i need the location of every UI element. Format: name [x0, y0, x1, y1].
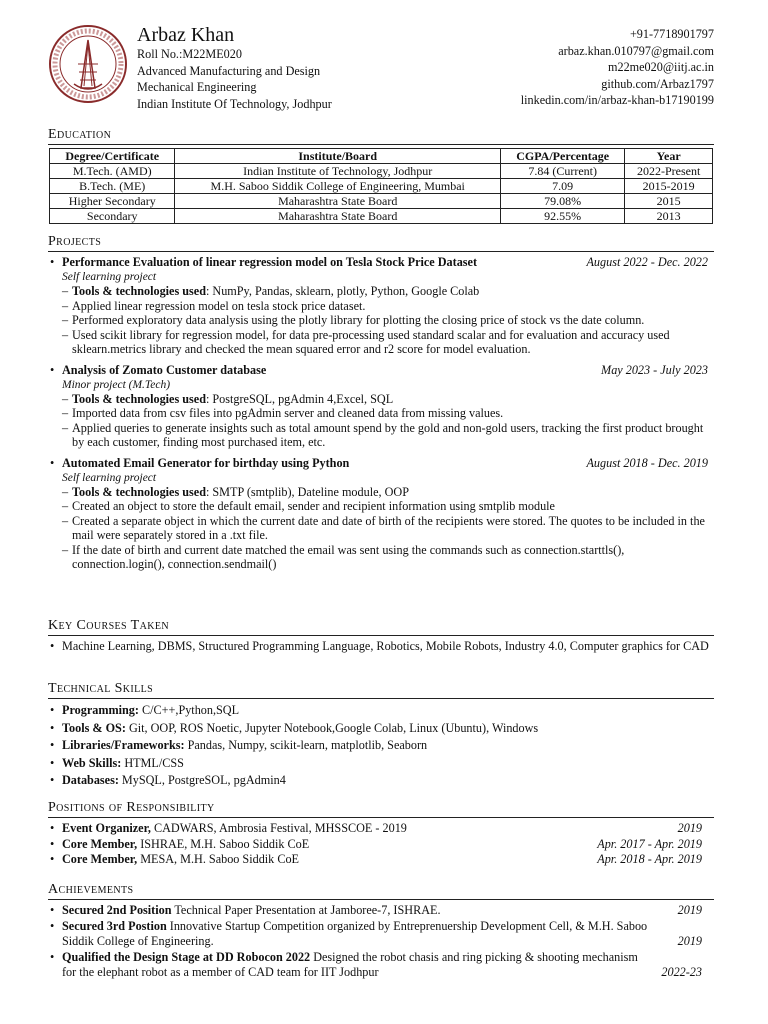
section-title: Technical Skills	[48, 681, 714, 699]
table-row	[50, 209, 713, 224]
table-row	[50, 194, 713, 209]
achievement-value: Innovative Startup Competition organized by Entreprenuership Development Cell, & M.H. Saboo Siddik College of Engineering.	[62, 919, 648, 948]
tools-list: : NumPy, Pandas, sklearn, plotly, Python, Google Colab	[205, 284, 480, 298]
achievement-label: Secured 2nd Position	[62, 903, 172, 917]
tools-list: : SMTP (smtplib), Dateline module, OOP	[205, 484, 409, 499]
table-cell: 7.84 (Current)	[500, 164, 624, 179]
project-point: – Created a separate object in which the current date and date of birth of the recipients were stored. The quotes to be included in the mail were separately stored in a .txt file.	[48, 514, 714, 543]
project-point: – Performed exploratory data analysis using the plotly library for plotting the closing price of stock vs the date column.	[48, 313, 714, 328]
project-item	[48, 456, 714, 572]
position-date: Apr. 2018 - Apr. 2019	[597, 852, 702, 866]
project-point: – Applied linear regression model on tesla stock price dataset.	[48, 299, 714, 314]
skill-value: Git, OOP, ROS Noetic, Jupyter Notebook,Google Colab, Linux (Ubuntu), Windows	[128, 720, 539, 735]
project-point: – Imported data from csv files into pgAdmin server and cleaned data from missing values.	[48, 406, 714, 421]
project-date: August 2022 - Dec. 2022	[586, 255, 708, 269]
project-title: • Performance Evaluation of linear regression model on Tesla Stock Price Dataset	[62, 255, 478, 269]
table-cell: Higher Secondary	[50, 194, 175, 209]
tools-label: Tools & technologies used	[72, 284, 206, 298]
table-cell: Indian Institute of Technology, Jodhpur	[175, 164, 501, 179]
column-header: Year	[625, 149, 713, 164]
position-label: Event Organizer,	[62, 821, 151, 835]
column-header: CGPA/Percentage	[500, 149, 624, 164]
achievement-item	[48, 919, 714, 949]
skill-item	[48, 772, 714, 790]
table-cell: B.Tech. (ME)	[50, 179, 175, 194]
position-item	[48, 837, 714, 853]
courses-section	[48, 618, 714, 654]
table-cell: M.H. Saboo Siddik College of Engineering, Mumbai	[175, 179, 501, 194]
project-type: Self learning project	[62, 471, 157, 484]
achievement-item	[48, 903, 714, 918]
achievement-date: 2019	[677, 934, 702, 948]
skill-item	[48, 755, 714, 773]
skill-value: C/C++,Python,SQL	[142, 703, 240, 717]
position-value: ISHRAE, M.H. Saboo Siddik CoE	[140, 836, 310, 851]
achievement-label: Qualified the Design Stage at DD Robocon 2022	[62, 950, 311, 964]
email-link[interactable]: arbaz.khan.010797@gmail.com	[558, 43, 714, 58]
column-header: Degree/Certificate	[50, 149, 175, 164]
position-date: 2019	[677, 821, 702, 835]
education-section	[48, 127, 714, 224]
position-value: MESA, M.H. Saboo Siddik CoE	[140, 852, 299, 866]
achievement-date: 2022-23	[661, 965, 702, 979]
section-title: Projects	[48, 234, 714, 252]
tools-label: Tools & technologies used	[72, 484, 206, 499]
header-left	[137, 24, 332, 112]
project-tools	[48, 284, 714, 299]
achievement-label: Secured 3rd Postion	[62, 919, 167, 933]
table-cell: Maharashtra State Board	[175, 209, 501, 224]
table-cell: 79.08%	[500, 194, 624, 209]
achievements-section	[48, 882, 714, 981]
skill-item	[48, 702, 714, 720]
project-tools	[48, 485, 714, 500]
table-cell: 2015-2019	[625, 179, 713, 194]
skill-label: Databases:	[62, 773, 119, 787]
project-item	[48, 363, 714, 450]
table-cell: 2015	[625, 194, 713, 209]
skill-item	[48, 737, 714, 755]
project-point: – Applied queries to generate insights such as total amount spend by the gold and non-gold users, tracking the first product brought by each customer, finding most purchased item, etc.	[48, 421, 714, 450]
position-item	[48, 852, 714, 868]
skill-value: Pandas, Numpy, scikit-learn, matplotlib, Seaborn	[187, 738, 428, 752]
skill-item	[48, 720, 714, 738]
github-link[interactable]: github.com/Arbaz1797	[601, 76, 714, 91]
education-table	[49, 148, 713, 224]
project-type: Minor project (M.Tech)	[62, 378, 171, 391]
position-label: Core Member,	[62, 852, 138, 866]
column-header: Institute/Board	[175, 149, 501, 164]
department: Mechanical Engineering	[137, 80, 257, 94]
table-cell: 2013	[625, 209, 713, 224]
institute-email-link[interactable]: m22me020@iitj.ac.in	[608, 60, 714, 74]
table-cell: 7.09	[500, 179, 624, 194]
skills-section	[48, 681, 714, 790]
section-title: Education	[48, 127, 714, 145]
project-type: Self learning project	[62, 271, 157, 283]
section-title: Achievements	[48, 882, 714, 900]
institute: Indian Institute Of Technology, Jodhpur	[137, 96, 332, 111]
tools-label: Tools & technologies used	[72, 391, 206, 406]
achievement-value: Designed the robot chasis and ring picking & shooting mechanism for the elephant robot as a member of CAD team for IIT Jodhpur	[62, 950, 638, 979]
achievement-item	[48, 950, 714, 980]
achievement-date: 2019	[677, 903, 702, 917]
table-cell: Secondary	[50, 209, 175, 224]
project-date: August 2018 - Dec. 2019	[586, 455, 708, 470]
table-header-row	[50, 149, 713, 164]
skill-label: Tools & OS:	[62, 720, 126, 735]
project-item	[48, 255, 714, 357]
skill-label: Programming:	[62, 703, 139, 717]
project-point: – If the date of birth and current date matched the email was sent using the commands such as connection.starttls(), connection.login(), connection.sendmail()	[48, 543, 714, 572]
section-title: Key Courses Taken	[48, 618, 714, 636]
table-cell: M.Tech. (AMD)	[50, 164, 175, 179]
position-value: CADWARS, Ambrosia Festival, MHSSCOE - 2019	[153, 821, 407, 835]
skill-value: HTML/CSS	[124, 755, 184, 770]
courses-list: • Machine Learning, DBMS, Structured Programming Language, Robotics, Mobile Robots, Industry 4.0, Computer graphics for CAD	[48, 639, 714, 654]
table-cell: Maharashtra State Board	[175, 194, 501, 209]
project-header	[48, 456, 714, 471]
skill-label: Web Skills:	[62, 755, 122, 770]
tools-list: : PostgreSQL, pgAdmin 4,Excel, SQL	[205, 391, 394, 406]
project-header	[48, 363, 714, 378]
section-title: Positions of Responsibility	[48, 800, 714, 818]
skill-value: MySQL, PostgreSOL, pgAdmin4	[121, 773, 286, 787]
project-point: – Created an object to store the default email, sender and recipient information using smtplib module	[48, 499, 714, 514]
achievement-value: Technical Paper Presentation at Jamboree-7, ISHRAE.	[174, 903, 441, 917]
project-tools	[48, 392, 714, 407]
table-row	[50, 179, 713, 194]
program: Advanced Manufacturing and Design	[137, 63, 321, 78]
table-cell: 92.55%	[500, 209, 624, 224]
project-title: • Analysis of Zomato Customer database	[62, 362, 267, 377]
iit-jodhpur-logo-icon	[48, 24, 128, 104]
projects-section	[48, 234, 714, 578]
phone: +91-7718901797	[629, 27, 714, 41]
position-label: Core Member,	[62, 836, 138, 851]
project-title: • Automated Email Generator for birthday using Python	[62, 455, 350, 470]
positions-section	[48, 800, 714, 868]
position-item	[48, 821, 714, 837]
header-contact	[521, 26, 714, 109]
project-point: – Used scikit library for regression model, for data pre-processing used standard scalar and for evaluation and accuracy used sklearn.metrics library and checked the mean squared error and r2 score for model evaluation.	[48, 328, 714, 357]
skill-label: Libraries/Frameworks:	[62, 738, 185, 752]
project-header	[48, 255, 714, 270]
table-cell: 2022-Present	[625, 164, 713, 179]
position-date: Apr. 2017 - Apr. 2019	[597, 836, 702, 851]
table-row	[50, 164, 713, 179]
linkedin-link[interactable]: linkedin.com/in/arbaz-khan-b17190199	[520, 93, 714, 107]
project-date: May 2023 - July 2023	[601, 362, 708, 377]
candidate-name: Arbaz Khan	[137, 24, 235, 46]
roll-number: Roll No.:M22ME020	[137, 47, 242, 61]
